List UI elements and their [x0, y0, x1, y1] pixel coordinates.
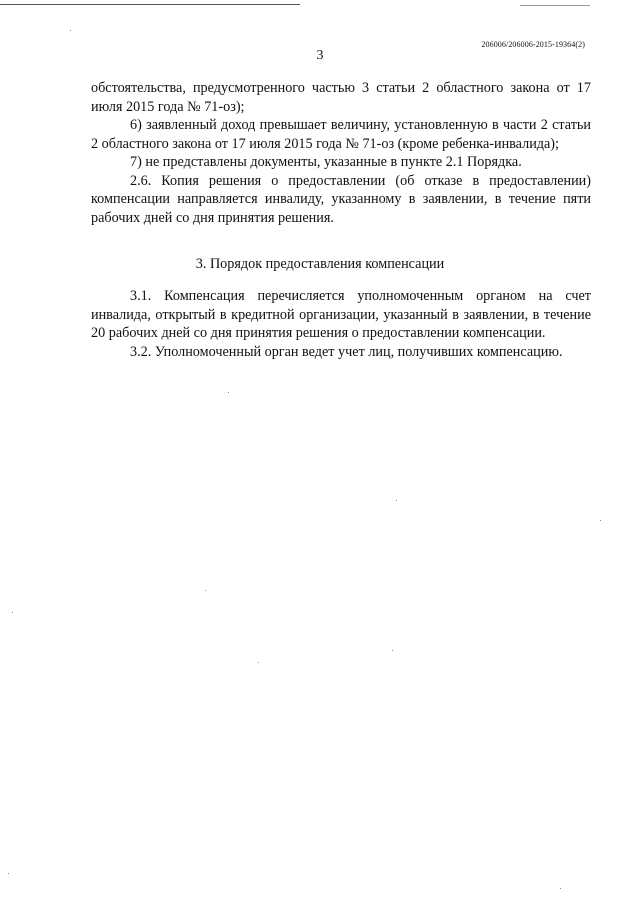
paragraph-2-6: 2.6. Копия решения о предоставлении (об отказе в предоставлении) компенсации направляется инвалиду, указанному в заявлении, в течение пяти рабочих дней со дня принятия решения. [91, 172, 591, 226]
paragraph-continuation: обстоятельства, предусмотренного частью 3 статьи 2 областного закона от 17 июля 2015 года № 71-оз); [91, 80, 591, 115]
scan-speck [8, 873, 9, 874]
text-block-before-section [91, 79, 591, 227]
scan-edge-line [0, 4, 300, 5]
section-heading: 3. Порядок предоставления компенсации [195, 256, 445, 272]
scan-edge-line-right [520, 5, 590, 6]
scan-speck [205, 590, 206, 591]
scan-speck [12, 612, 13, 613]
text-block-section-3 [91, 287, 591, 361]
paragraph-item-6: 6) заявленный доход превышает величину, установленную в части 2 статьи 2 областного закона от 17 июля 2015 года № 71-оз (кроме ребенка-инвалида); [91, 117, 591, 152]
scan-speck [600, 520, 601, 521]
paragraph-3-2: 3.2. Уполномоченный орган ведет учет лиц, получивших компенсацию. [130, 343, 563, 360]
paragraph-3-1: 3.1. Компенсация перечисляется уполномоченным органом на счет инвалида, открытый в кредитной организации, указанный в заявлении, в течение 20 рабочих дней со дня принятия решения о предоставлении компенсации. [91, 288, 591, 341]
scan-speck [392, 650, 393, 651]
scan-speck [560, 888, 561, 889]
scan-speck [70, 30, 71, 31]
page-number: 3 [316, 48, 324, 63]
paragraph-item-7: 7) не представлены документы, указанные в пункте 2.1 Порядка. [130, 154, 522, 170]
scan-speck [396, 500, 397, 501]
document-id: 206006/206006-2015-19364(2) [481, 40, 585, 49]
scan-speck [228, 392, 229, 393]
scan-speck [258, 662, 259, 663]
